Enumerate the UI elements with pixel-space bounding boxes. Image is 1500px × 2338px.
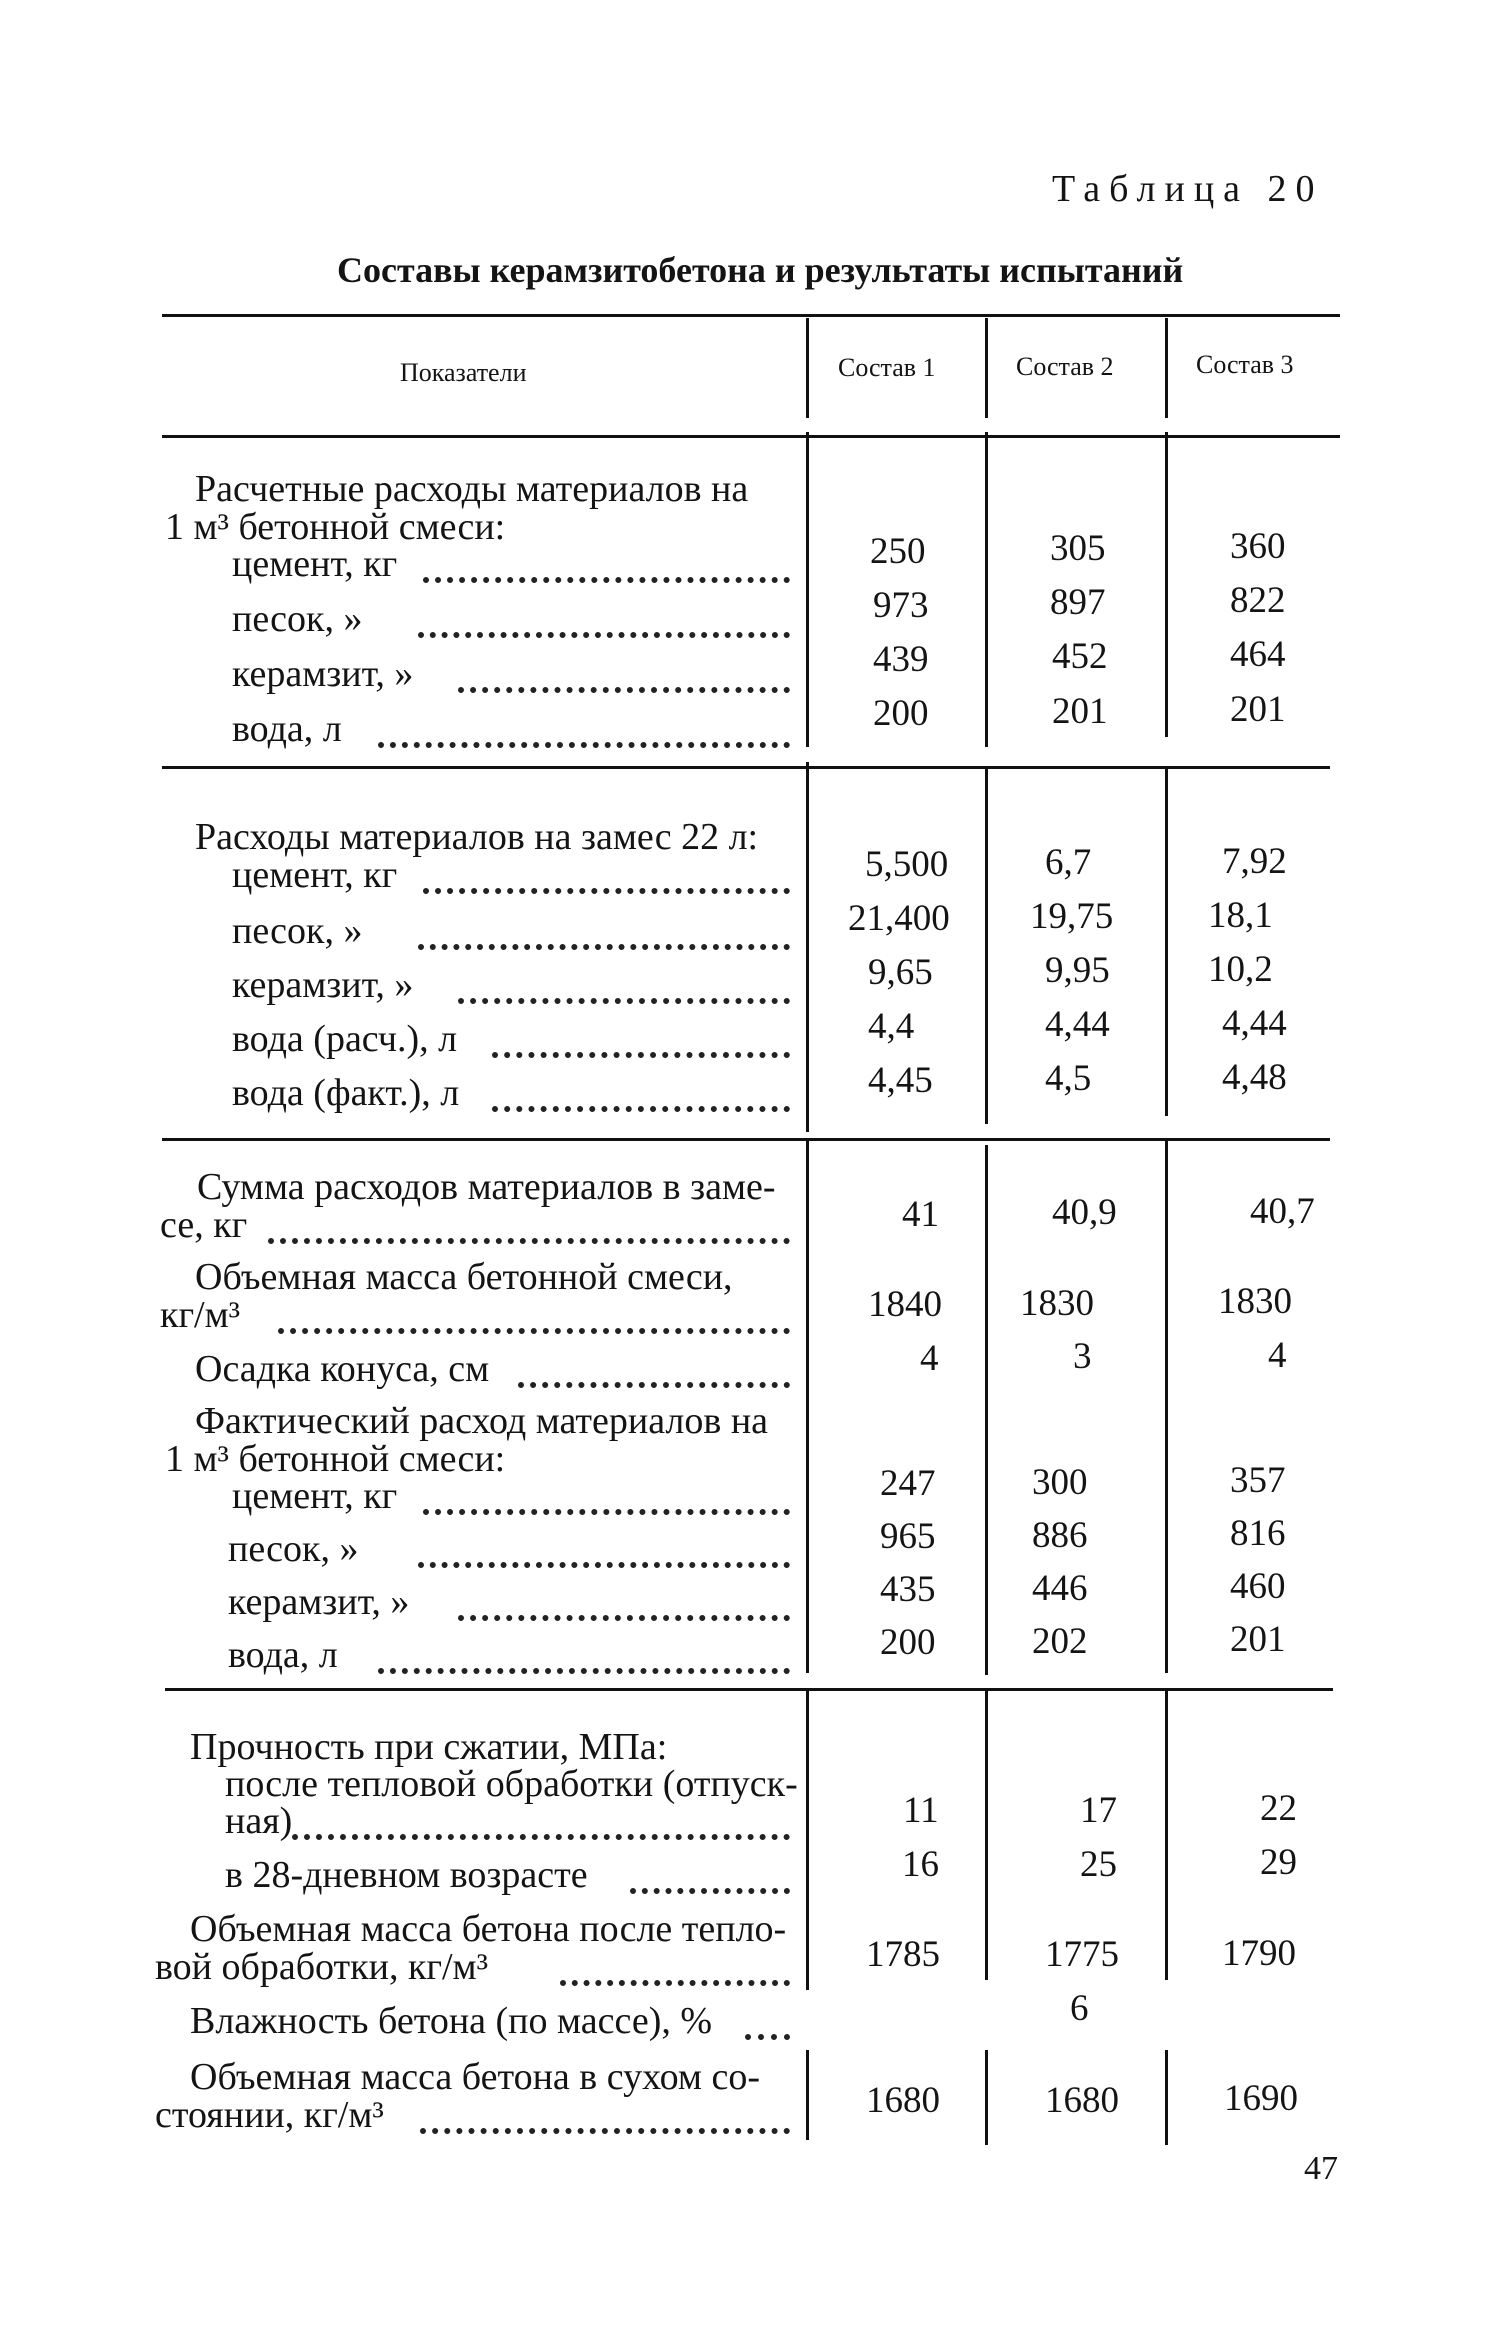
- s4-dry-line2: стоянии, кг/м³: [155, 2094, 384, 2136]
- s3-water-c3: 201: [1230, 1619, 1286, 1660]
- leader-dots: [423, 858, 790, 894]
- page-number: 47: [1304, 2150, 1338, 2187]
- s3-clay-c1: 435: [880, 1569, 936, 1610]
- s3-slump-label: Осадка конуса, см: [195, 1348, 490, 1390]
- leader-dots: [492, 1076, 790, 1112]
- divider-b-s2: [985, 766, 988, 1124]
- s3-density-c3: 1830: [1218, 1281, 1292, 1322]
- s3-row-label: цемент, кг: [232, 1475, 398, 1517]
- s2-water-fact-c2: 4,5: [1045, 1058, 1092, 1099]
- leader-dots: [458, 657, 790, 693]
- s1-row-label: керамзит, »: [232, 653, 414, 695]
- s3-water-c1: 200: [880, 1622, 936, 1663]
- header-col1: Состав 1: [838, 353, 936, 382]
- leader-dots: [278, 1298, 790, 1334]
- divider-c-s3: [1165, 1138, 1168, 1673]
- s1-heading-line1: Расчетные расходы материалов на: [195, 468, 749, 510]
- leader-dots: [418, 1532, 790, 1568]
- s3-sand-c1: 965: [880, 1516, 936, 1557]
- s3-cement-c2: 300: [1032, 1462, 1088, 1503]
- s4-dry-c3: 1690: [1224, 2078, 1298, 2119]
- s2-water-fact-c1: 4,45: [868, 1060, 933, 1101]
- s4-density-line2: вой обработки, кг/м³: [155, 1946, 489, 1988]
- divider-a-s4: [806, 1690, 809, 1990]
- s3-row-label: вода, л: [228, 1634, 338, 1676]
- s3-sum-line1: Сумма расходов материалов в заме-: [197, 1166, 776, 1208]
- s1-cement-c1: 250: [870, 531, 926, 572]
- leader-dots: [423, 547, 790, 583]
- section3-bottom-rule: [165, 1688, 1333, 1691]
- divider-c-header: [1165, 318, 1168, 418]
- s2-cement-c1: 5,500: [865, 844, 949, 885]
- divider-b-s4: [985, 1690, 988, 1980]
- s1-sand-c1: 973: [873, 585, 929, 626]
- s4-density-c1: 1785: [866, 1934, 940, 1975]
- s2-water-calc-c2: 4,44: [1045, 1004, 1110, 1045]
- s1-clay-c1: 439: [873, 639, 929, 680]
- section2-bottom-rule: [162, 1138, 1330, 1141]
- s1-clay-c2: 452: [1052, 636, 1108, 677]
- divider-a-header: [806, 318, 809, 418]
- s2-water-calc-c3: 4,44: [1222, 1003, 1287, 1044]
- divider-a-s3: [806, 1138, 809, 1673]
- leader-dots: [378, 1638, 790, 1674]
- s4-heat-line1: после тепловой обработки (отпуск-: [225, 1763, 798, 1805]
- s4-strength-heading: Прочность при сжатии, МПа:: [190, 1726, 668, 1768]
- s2-row-label: вода (факт.), л: [232, 1072, 460, 1114]
- divider-c-s1: [1165, 432, 1168, 737]
- s2-water-calc-c1: 4,4: [868, 1006, 915, 1047]
- s4-heat-c3: 22: [1260, 1788, 1297, 1829]
- s2-clay-c1: 9,65: [868, 952, 933, 993]
- divider-b-s3: [985, 1145, 988, 1675]
- s3-sum-c1: 41: [902, 1194, 939, 1235]
- s3-sand-c3: 816: [1230, 1513, 1286, 1554]
- leader-dots: [268, 1208, 790, 1244]
- s2-row-label: цемент, кг: [232, 854, 398, 896]
- table-top-rule: [162, 314, 1340, 317]
- s4-28day-c2: 25: [1080, 1844, 1117, 1885]
- leader-dots: [492, 1022, 790, 1058]
- s4-28day-label: в 28-дневном возрасте: [225, 1854, 588, 1896]
- s1-row-label: песок, »: [232, 598, 363, 640]
- divider-a-s2: [806, 762, 809, 1132]
- s3-sum-c3: 40,7: [1250, 1191, 1315, 1232]
- s4-dry-line1: Объемная масса бетона в сухом со-: [190, 2056, 760, 2098]
- divider-b-s4-dry: [985, 2050, 988, 2145]
- leader-dots: [292, 1804, 790, 1840]
- s1-water-c2: 201: [1052, 691, 1108, 732]
- s4-density-c3: 1790: [1222, 1933, 1296, 1974]
- divider-b-s1: [985, 432, 988, 747]
- s3-cement-c3: 357: [1230, 1460, 1286, 1501]
- s4-density-line1: Объемная масса бетона после тепло-: [190, 1908, 787, 1950]
- leader-dots: [458, 1585, 790, 1621]
- s4-moisture-value: 6: [1070, 1988, 1089, 2029]
- s1-row-label: цемент, кг: [232, 543, 398, 585]
- s1-clay-c3: 464: [1230, 634, 1286, 675]
- s4-heat-line2: ная): [225, 1800, 293, 1842]
- header-bottom-rule: [162, 435, 1340, 438]
- leader-dots: [418, 602, 790, 638]
- s3-slump-c1: 4: [920, 1338, 939, 1379]
- s1-heading-line2: 1 м³ бетонной смеси:: [165, 506, 506, 548]
- leader-dots: [420, 2098, 790, 2134]
- s2-row-label: керамзит, »: [232, 964, 414, 1006]
- table-title: Составы керамзитобетона и результаты испытаний: [337, 250, 1184, 290]
- leader-dots: [418, 914, 790, 950]
- s2-heading: Расходы материалов на замес 22 л:: [195, 816, 759, 858]
- divider-c-s2: [1165, 766, 1168, 1116]
- s1-water-c3: 201: [1230, 689, 1286, 730]
- leader-dots: [630, 1858, 790, 1894]
- s3-row-label: керамзит, »: [228, 1581, 410, 1623]
- s2-row-label: песок, »: [232, 910, 363, 952]
- divider-a-s1: [806, 432, 809, 747]
- s4-dry-c1: 1680: [866, 2080, 940, 2121]
- s2-sand-c1: 21,400: [848, 898, 950, 939]
- s3-slump-c3: 4: [1268, 1335, 1287, 1376]
- s2-sand-c2: 19,75: [1030, 896, 1114, 937]
- s3-actual-heading-line1: Фактический расход материалов на: [195, 1400, 769, 1442]
- divider-b-header: [985, 318, 988, 418]
- s2-sand-c3: 18,1: [1208, 895, 1273, 936]
- s3-density-c1: 1840: [868, 1284, 942, 1325]
- s3-clay-c3: 460: [1230, 1566, 1286, 1607]
- s1-sand-c3: 822: [1230, 580, 1286, 621]
- s2-water-fact-c3: 4,48: [1222, 1057, 1287, 1098]
- section1-bottom-rule: [162, 766, 1330, 769]
- s4-moisture-label: Влажность бетона (по массе), %: [190, 2000, 713, 2042]
- s3-slump-c2: 3: [1073, 1336, 1092, 1377]
- leader-dots: [378, 712, 790, 748]
- s1-sand-c2: 897: [1050, 582, 1106, 623]
- s3-density-line2: кг/м³: [160, 1294, 241, 1336]
- s2-clay-c2: 9,95: [1045, 950, 1110, 991]
- leader-dots: [423, 1479, 790, 1515]
- s3-cement-c1: 247: [880, 1463, 936, 1504]
- leader-dots: [458, 968, 790, 1004]
- s2-cement-c3: 7,92: [1222, 841, 1287, 882]
- s4-28day-c3: 29: [1260, 1842, 1297, 1883]
- leader-dots: [518, 1352, 790, 1388]
- s3-sum-c2: 40,9: [1052, 1192, 1117, 1233]
- s4-density-c2: 1775: [1045, 1934, 1119, 1975]
- s2-cement-c2: 6,7: [1045, 842, 1092, 883]
- divider-a-s4-dry: [806, 2050, 809, 2140]
- s4-28day-c1: 16: [902, 1844, 939, 1885]
- s1-cement-c2: 305: [1050, 528, 1106, 569]
- s3-sum-line2: се, кг: [160, 1204, 248, 1246]
- s4-heat-c2: 17: [1080, 1790, 1117, 1831]
- divider-c-s4: [1165, 1690, 1168, 1980]
- s3-row-label: песок, »: [228, 1528, 359, 1570]
- s3-actual-heading-line2: 1 м³ бетонной смеси:: [165, 1438, 506, 1480]
- divider-c-s4-dry: [1165, 2050, 1168, 2145]
- header-col2: Состав 2: [1016, 352, 1114, 381]
- header-col3: Состав 3: [1196, 350, 1294, 379]
- s4-heat-c1: 11: [903, 1790, 939, 1831]
- s2-row-label: вода (расч.), л: [232, 1018, 458, 1060]
- leader-dots: [560, 1950, 790, 1986]
- s1-row-label: вода, л: [232, 708, 342, 750]
- s3-density-c2: 1830: [1020, 1283, 1094, 1324]
- s4-dry-c2: 1680: [1045, 2080, 1119, 2121]
- s3-sand-c2: 886: [1032, 1515, 1088, 1556]
- header-indicators: Показатели: [400, 358, 527, 387]
- table-caption: Таблица 20: [1052, 168, 1324, 210]
- s1-water-c1: 200: [873, 693, 929, 734]
- s3-density-line1: Объемная масса бетонной смеси,: [195, 1256, 733, 1298]
- s3-clay-c2: 446: [1032, 1568, 1088, 1609]
- leader-dots: [745, 2004, 790, 2040]
- s3-water-c2: 202: [1032, 1621, 1088, 1662]
- s1-cement-c3: 360: [1230, 526, 1286, 567]
- s2-clay-c3: 10,2: [1208, 949, 1273, 990]
